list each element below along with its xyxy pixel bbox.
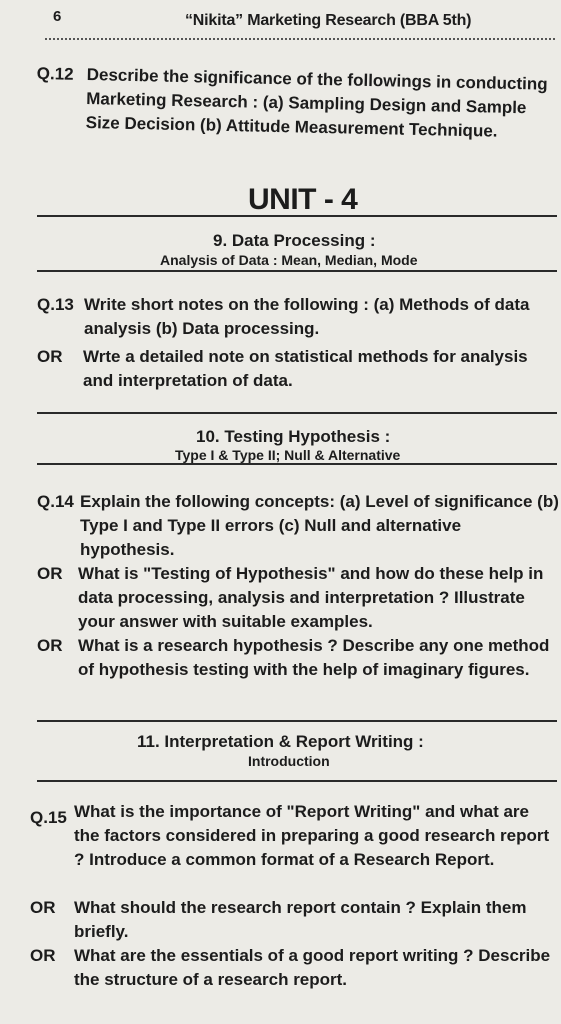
divider bbox=[37, 720, 557, 722]
question-text: Explain the following concepts: (a) Level of significance (b) Type I and Type II errors (c) Null and alternative hypothesis. bbox=[80, 492, 559, 559]
question-12 bbox=[36, 62, 555, 141]
page-number: 6 bbox=[53, 8, 62, 25]
divider bbox=[37, 412, 557, 414]
question-text: What is the importance of "Report Writing" and what are the factors considered in preparing a good research report ? Introduce a common format of a Research Report. bbox=[74, 802, 550, 869]
chapter-title: 10. Testing Hypothesis : bbox=[196, 427, 391, 446]
or-label: OR bbox=[30, 898, 56, 917]
divider bbox=[37, 215, 557, 217]
question-text: Write short notes on the following : (a) Methods of data analysis (b) Data processing. bbox=[84, 295, 530, 338]
divider bbox=[37, 463, 557, 465]
page-header bbox=[0, 0, 561, 48]
chapter-subtitle: Type I & Type II; Null & Alternative bbox=[175, 447, 401, 463]
question-number: Q.14 bbox=[37, 492, 74, 511]
book-title: “Nikita” Marketing Research (BBA 5th) bbox=[185, 12, 472, 29]
chapter-title: 11. Interpretation & Report Writing : bbox=[137, 732, 424, 751]
chapter-subtitle: Introduction bbox=[248, 753, 330, 769]
question-number: Q.13 bbox=[37, 295, 74, 314]
or-label: OR bbox=[37, 636, 63, 655]
divider bbox=[37, 780, 557, 782]
or-label: OR bbox=[30, 946, 56, 965]
chapter-subtitle: Analysis of Data : Mean, Median, Mode bbox=[160, 252, 418, 268]
question-number: Q.15 bbox=[30, 808, 67, 827]
unit-title: UNIT - 4 bbox=[248, 183, 358, 216]
divider bbox=[37, 270, 557, 272]
question-text: What is a research hypothesis ? Describe any one method of hypothesis testing with the help of imaginary figures. bbox=[78, 636, 550, 679]
header-divider bbox=[45, 38, 555, 40]
or-label: OR bbox=[37, 564, 63, 583]
question-text: What is "Testing of Hypothesis" and how do these help in data processing, analysis and interpretation ? Illustrate your answer with suitable examples. bbox=[78, 564, 544, 631]
question-text: Wrte a detailed note on statistical methods for analysis and interpretation of data. bbox=[83, 347, 528, 390]
or-label: OR bbox=[37, 347, 63, 366]
question-text: What should the research report contain ? Explain them briefly. bbox=[74, 898, 527, 941]
question-text: What are the essentials of a good report writing ? Describe the structure of a research report. bbox=[74, 946, 551, 989]
chapter-title: 9. Data Processing : bbox=[213, 231, 376, 250]
question-text: Describe the significance of the followings in conducting Marketing Research : (a) Sampling Design and Sample Size Decision (b) Attitude Measurement Technique. bbox=[85, 65, 548, 141]
question-number: Q.12 bbox=[36, 63, 74, 84]
